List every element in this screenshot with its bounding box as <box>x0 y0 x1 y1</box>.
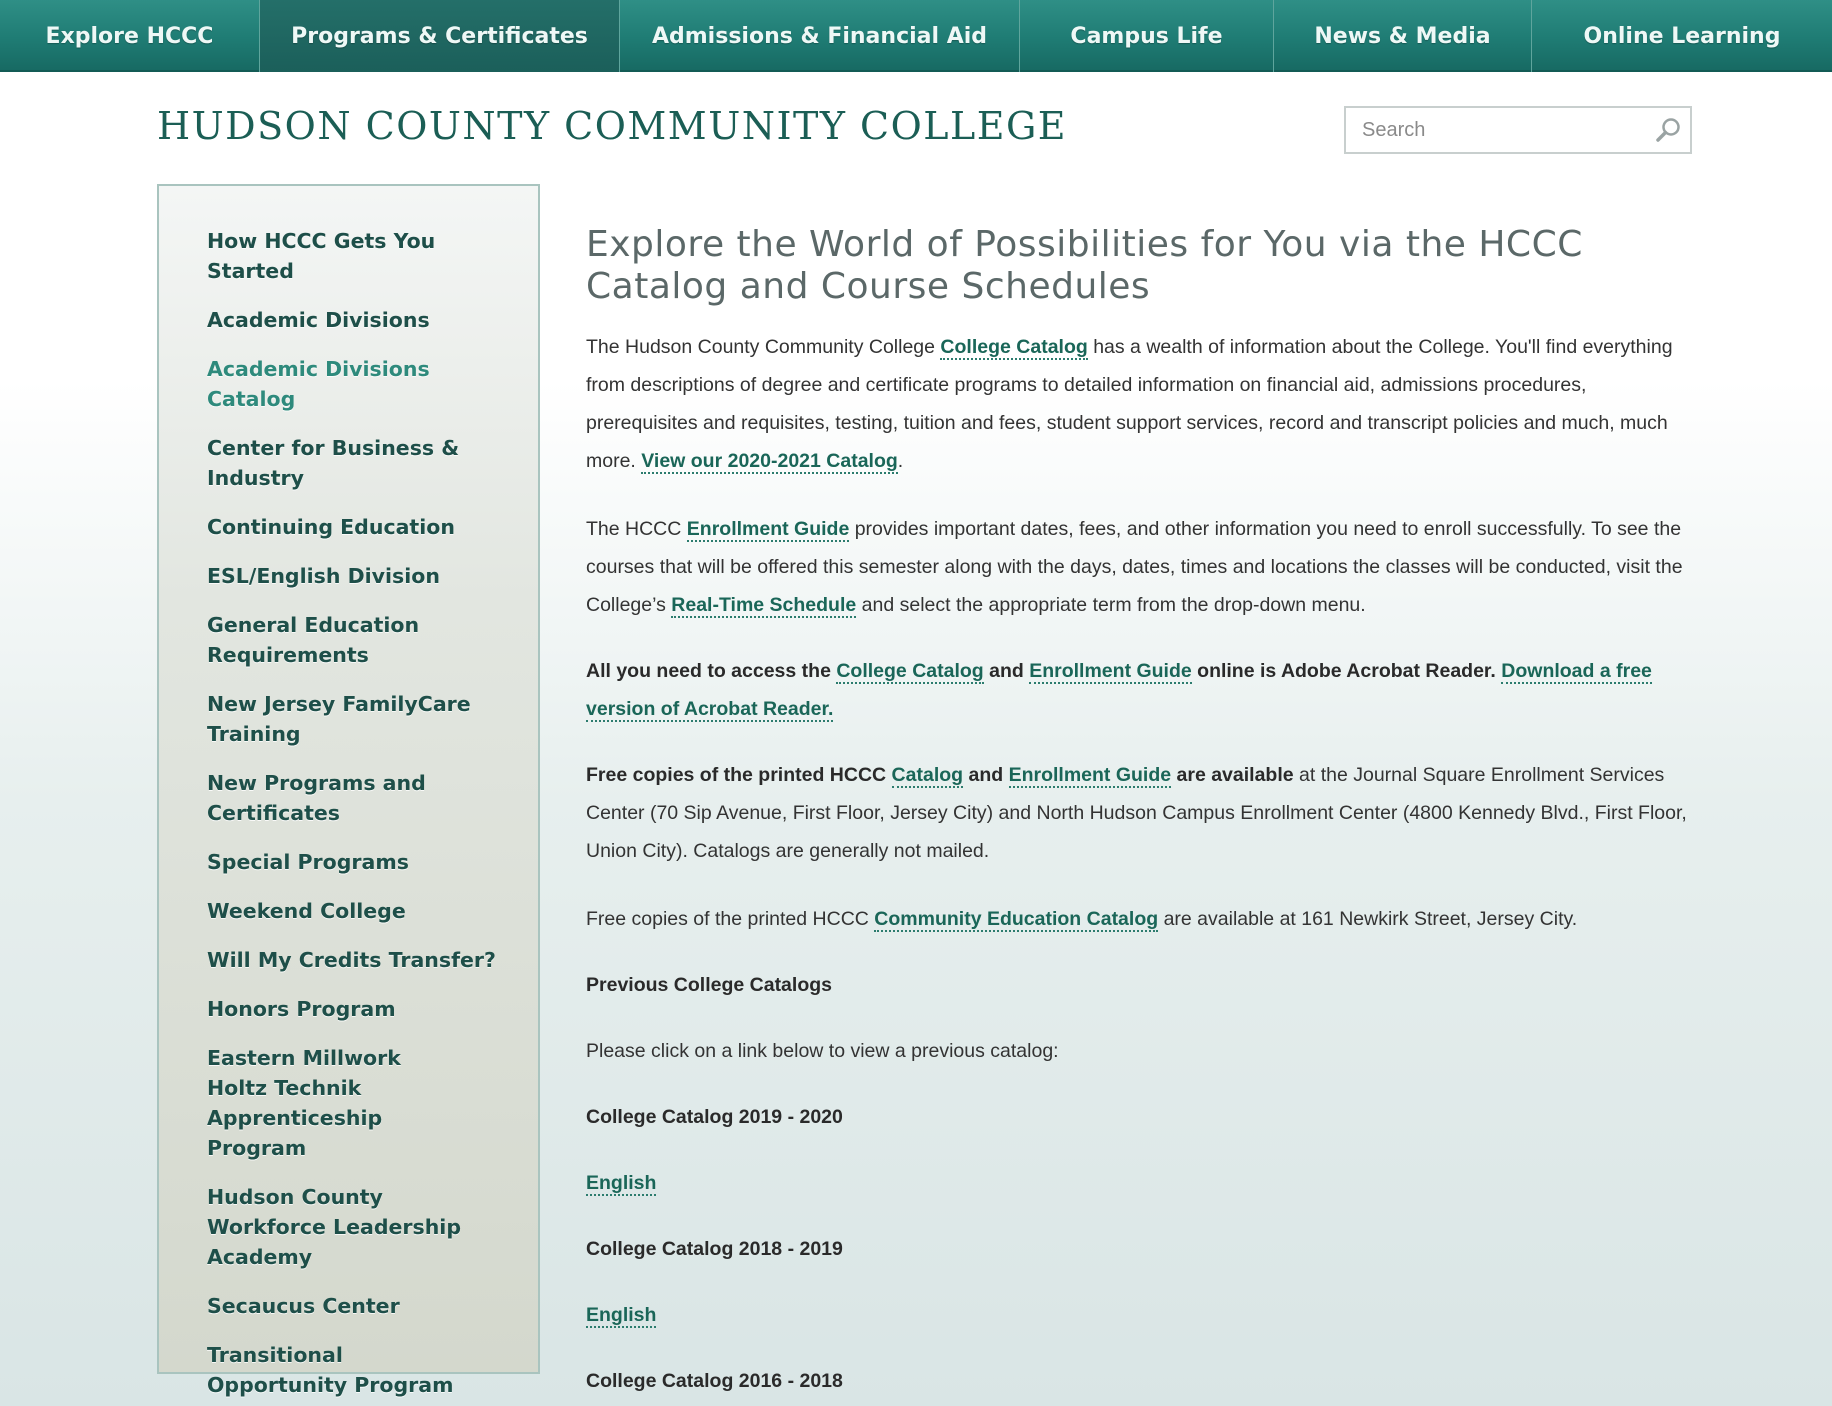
enrollment-paragraph <box>586 510 1696 624</box>
download-acrobat-link[interactable]: Download a free version of Acrobat Reader. <box>586 660 1652 720</box>
catalog-2018-2019-english-link[interactable]: English <box>586 1304 657 1326</box>
site-title[interactable]: HUDSON COUNTY COMMUNITY COLLEGE <box>157 104 1068 148</box>
community-education-paragraph <box>586 900 1696 938</box>
text: and select the appropriate term from the drop-down menu. <box>856 594 1366 616</box>
college-catalog-link[interactable]: College Catalog <box>940 336 1088 358</box>
text: . <box>897 450 904 472</box>
enrollment-guide-link[interactable]: Enrollment Guide <box>686 518 850 540</box>
search-input[interactable] <box>1346 108 1646 152</box>
sidebar-item-continuing-education[interactable]: Continuing Education <box>207 515 455 539</box>
text: The Hudson County Community College <box>586 336 941 358</box>
text: All you need to access the <box>586 660 837 682</box>
sidebar-item-honors-program[interactable]: Honors Program <box>207 997 396 1021</box>
nav-admissions-financial-aid[interactable]: Admissions & Financial Aid <box>620 0 1020 72</box>
text: are available <box>1171 764 1294 786</box>
sidebar-nav <box>157 184 540 1397</box>
sidebar-item-secaucus-center[interactable]: Secaucus Center <box>207 1294 400 1318</box>
catalog-2018-2019-links <box>586 1296 1696 1334</box>
text: online is Adobe Acrobat Reader. <box>1191 660 1502 682</box>
main-content <box>586 224 1696 1400</box>
text: and <box>983 660 1030 682</box>
catalog-2016-2018-title: College Catalog 2016 - 2018 <box>586 1370 843 1392</box>
nav-campus-life[interactable]: Campus Life <box>1020 0 1274 72</box>
sidebar-item-nj-familycare-training[interactable]: New Jersey FamilyCare Training <box>207 692 471 746</box>
text: provides important dates, fees, and other information you need to enroll successfully. To see the courses that will be offered this semester along with the days, dates, times and locations the classes will be conducted, visit the College’s <box>586 518 1683 616</box>
catalog-2019-2020-title: College Catalog 2019 - 2020 <box>586 1106 843 1128</box>
nav-explore-hccc[interactable]: Explore HCCC <box>0 0 260 72</box>
text: are available at 161 Newkirk Street, Jersey City. <box>1158 908 1578 930</box>
sidebar-item-new-programs-certificates[interactable]: New Programs and Certificates <box>207 771 426 825</box>
sidebar-item-will-my-credits-transfer[interactable]: Will My Credits Transfer? <box>207 948 496 972</box>
college-catalog-link-2[interactable]: College Catalog <box>836 660 984 682</box>
nav-news-media[interactable]: News & Media <box>1274 0 1532 72</box>
previous-catalogs-heading: Previous College Catalogs <box>586 974 832 996</box>
previous-catalogs-intro: Please click on a link below to view a previous catalog: <box>586 1040 1059 1062</box>
text: and <box>963 764 1009 786</box>
enrollment-guide-link-3[interactable]: Enrollment Guide <box>1008 764 1172 786</box>
sidebar-item-how-hccc-gets-you-started[interactable]: How HCCC Gets You Started <box>207 229 436 283</box>
page-heading: Explore the World of Possibilities for You via the HCCC Catalog and Course Schedules <box>586 224 1583 307</box>
search-box <box>1344 106 1692 154</box>
text: Free copies of the printed HCCC <box>586 908 875 930</box>
sidebar-item-workforce-leadership-academy[interactable]: Hudson County Workforce Leadership Academy <box>207 1185 461 1269</box>
catalog-2019-2020-links <box>586 1164 1696 1202</box>
catalog-2018-2019-title: College Catalog 2018 - 2019 <box>586 1238 843 1260</box>
enrollment-guide-link-2[interactable]: Enrollment Guide <box>1029 660 1192 682</box>
view-2020-2021-catalog-link[interactable]: View our 2020-2021 Catalog <box>641 450 898 472</box>
real-time-schedule-link[interactable]: Real-Time Schedule <box>671 594 857 616</box>
sidebar-item-weekend-college[interactable]: Weekend College <box>207 899 406 923</box>
sidebar-item-esl-english-division[interactable]: ESL/English Division <box>207 564 440 588</box>
catalog-link[interactable]: Catalog <box>891 764 964 786</box>
sidebar-item-special-programs[interactable]: Special Programs <box>207 850 409 874</box>
community-education-catalog-link[interactable]: Community Education Catalog <box>874 908 1159 930</box>
catalog-paragraph <box>586 328 1696 480</box>
sidebar-item-academic-divisions-catalog[interactable]: Academic Divisions Catalog <box>207 357 430 411</box>
printed-copies-paragraph <box>586 756 1696 870</box>
sidebar-item-general-education-requirements[interactable]: General Education Requirements <box>207 613 420 667</box>
sidebar-item-eastern-millwork-apprenticeship[interactable]: Eastern Millwork Holtz Technik Apprenticeship Program <box>207 1046 401 1160</box>
text: at the Journal Square Enrollment Services Center (70 Sip Avenue, First Floor, Jersey City) and North Hudson Campus Enrollment Center (4800 Kennedy Blvd., First Floor, Union City). Catalogs are generally not mailed. <box>586 764 1687 862</box>
nav-online-learning[interactable]: Online Learning <box>1583 23 1781 49</box>
catalog-2019-2020-english-link[interactable]: English <box>586 1172 657 1194</box>
search-icon[interactable] <box>1646 108 1690 152</box>
acrobat-paragraph <box>586 652 1696 728</box>
text: The HCCC <box>586 518 687 540</box>
sidebar-item-center-business-industry[interactable]: Center for Business & Industry <box>207 436 460 490</box>
sidebar-item-transitional-opportunity-program[interactable]: Transitional Opportunity Program <box>207 1343 454 1397</box>
text: has a wealth of information about the College. You'll find everything from descriptions of degree and certificate programs to detailed information on financial aid, admissions procedures, prerequisites and requisites, testing, tuition and fees, student support services, record and transcript policies and much, much more. <box>586 336 1673 472</box>
top-navigation <box>0 0 1832 72</box>
sidebar-item-academic-divisions[interactable]: Academic Divisions <box>207 308 430 332</box>
text: Free copies of the printed HCCC <box>586 764 892 786</box>
nav-programs-certificates[interactable]: Programs & Certificates <box>260 0 620 72</box>
